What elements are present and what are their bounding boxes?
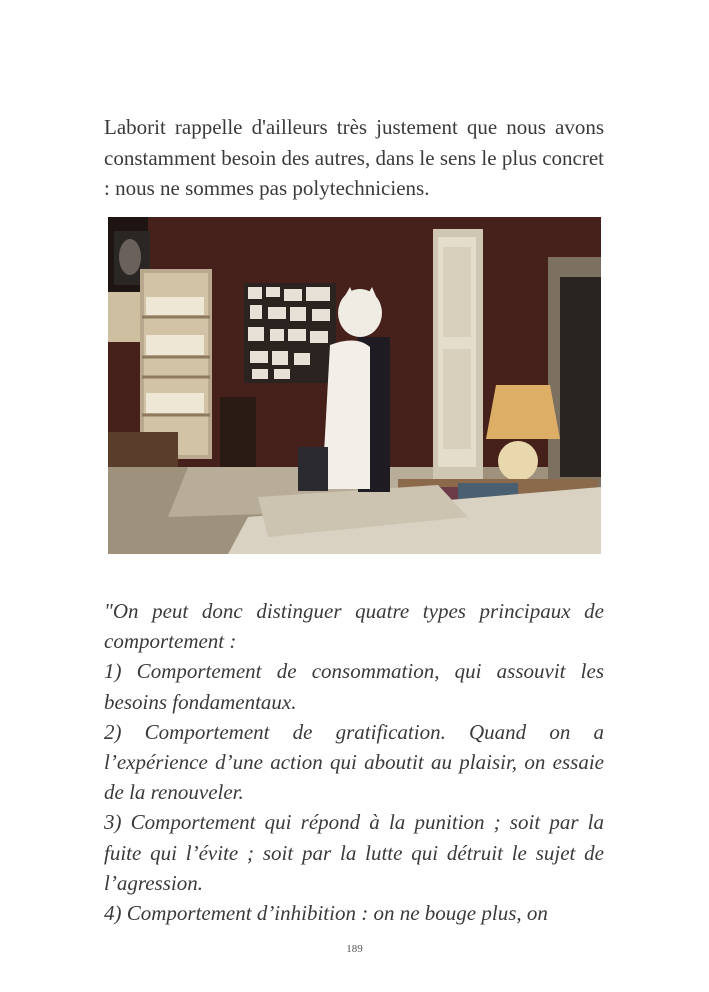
page-number: 189 — [346, 943, 363, 955]
quote-opening: "On peut donc distinguer quatre types principaux de comportement : — [104, 599, 604, 654]
film-still-photo — [108, 217, 601, 554]
quote-item-2: 2) Comportement de gratification. Quand on a l’expérience d’une action qui aboutit au plaisir, on essaie de la renouveler. — [104, 719, 604, 805]
quote-item-3: 3) Comportement qui répond à la punition ; soit par la fuite qui l’évite ; soit par la lutte qui détruit le sujet de l’agression. — [104, 810, 604, 895]
quote-block — [104, 596, 604, 928]
quote-item-1: 1) Comportement de consommation, qui assouvit les besoins fondamentaux. — [104, 659, 604, 714]
intro-paragraph: Laborit rappelle d'ailleurs très justement que nous avons constamment besoin des autres, dans le sens le plus concret : nous ne sommes pas polytechniciens. — [104, 115, 604, 200]
quote-item-4: 4) Comportement d’inhibition : on ne bouge plus, on — [104, 901, 548, 926]
